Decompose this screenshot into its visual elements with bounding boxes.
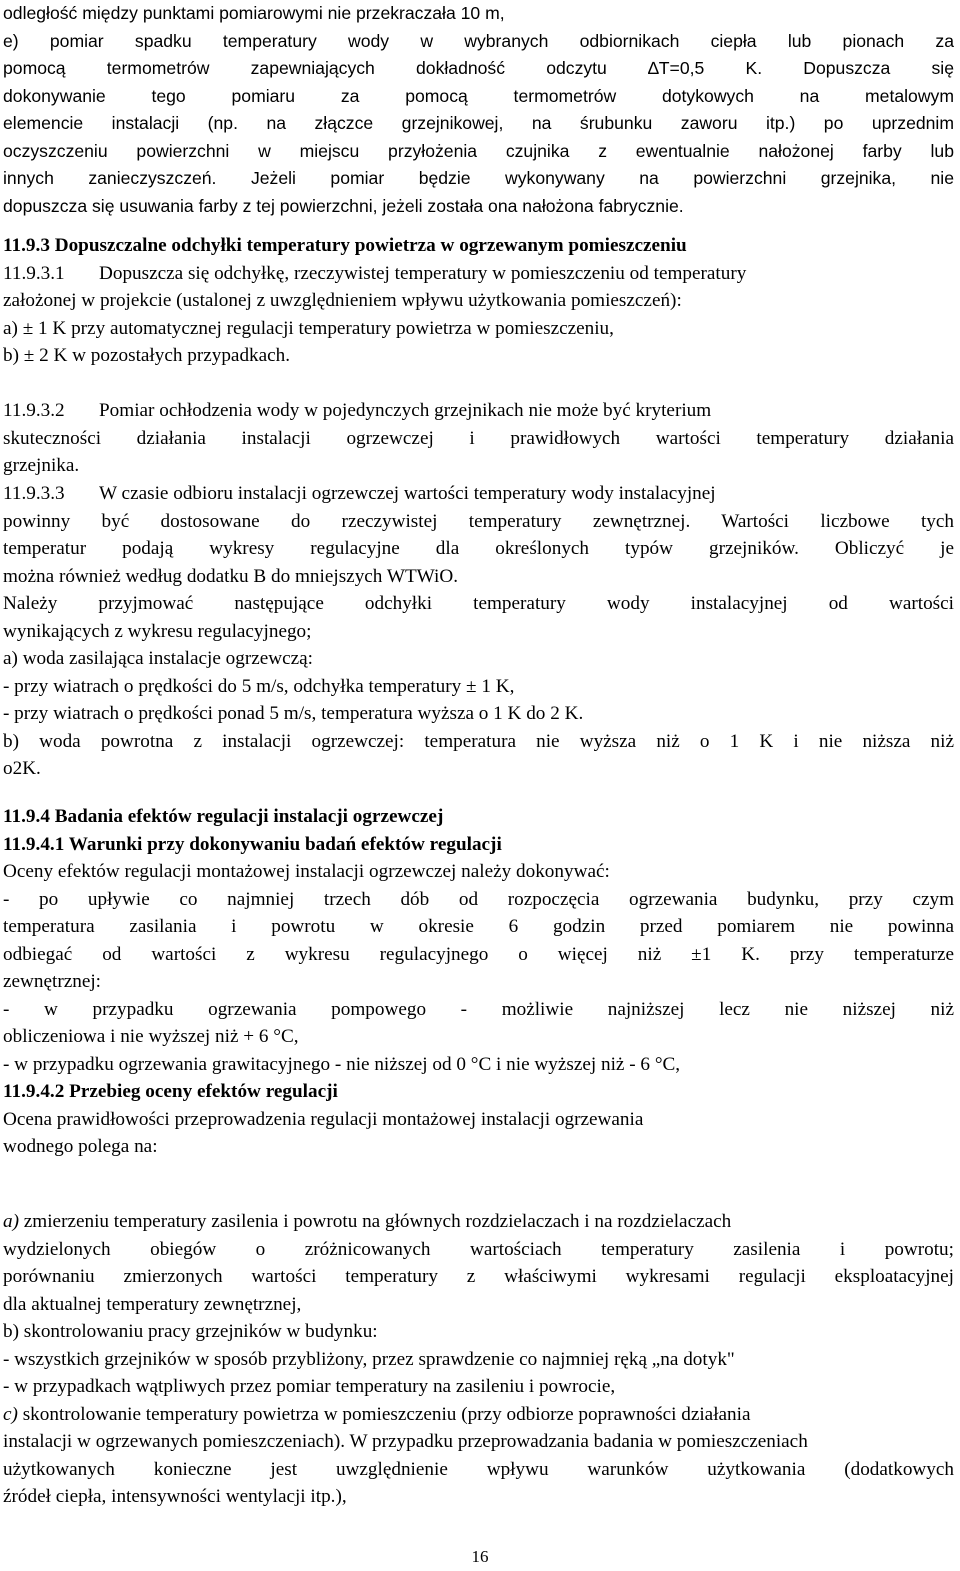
section-11-9-3 (3, 232, 954, 370)
text-line: dokonywanie tego pomiaru za pomocą termometrów dotykowych na metalowym (3, 85, 954, 106)
text-line: b) woda powrotna z instalacji ogrzewczej: temperatura nie wyższa niż o 1 K i nie niższa niż (3, 730, 954, 752)
text-line (3, 397, 954, 425)
text-line: temperatura zasilania i powrotu w okresie 6 godzin przed pomiarem nie powinna (3, 916, 954, 937)
text-line: - po upływie co najmniej trzech dób od rozpoczęcia ogrzewania budynku, przy czym (3, 888, 954, 910)
list-item-b: b) skontrolowaniu pracy grzejników w budynku: (3, 1321, 378, 1342)
text-line: - w przypadku ogrzewania pompowego - możliwie najniższej lecz nie niższej niż (3, 998, 954, 1020)
text-line-first: skontrolowanie temperatury powietrza w pomieszczeniu (przy odbiorze poprawności działania (22, 1403, 751, 1425)
text-line: a) woda zasilająca instalacje ogrzewczą: (3, 648, 314, 669)
section-heading: 11.9.3 Dopuszczalne odchyłki temperatury powietrza w ogrzewanym pomieszczeniu (3, 235, 687, 256)
list-item-c (3, 1401, 954, 1429)
text-line: innych zanieczyszczeń. Jeżeli pomiar będzie wykonywany na powierzchni grzejnika, nie (3, 168, 954, 189)
list-marker: a) (3, 1211, 19, 1232)
text-line: - przy wiatrach o prędkości do 5 m/s, odchyłka temperatury ± 1 K, (3, 675, 515, 697)
text-line: odległość między punktami pomiarowymi nie przekraczała 10 m, (3, 3, 505, 23)
text-line: Należy przyjmować następujące odchyłki temperatury wody instalacyjnej od wartości (3, 593, 954, 614)
text-line: - w przypadkach wątpliwych przez pomiar temperatury na zasileniu i powrocie, (3, 1376, 616, 1397)
text-line: e) pomiar spadku temperatury wody w wybranych odbiornikach ciepła lub pionach za (3, 30, 954, 51)
text-line: grzejnika. (3, 455, 80, 476)
measurement-paragraph (3, 0, 954, 221)
text-line: wodnego polega na: (3, 1136, 158, 1157)
text-line-first: W czasie odbioru instalacji ogrzewczej wartości temperatury wody instalacyjnej (99, 483, 716, 504)
text-line: dla aktualnej temperatury zewnętrznej, (3, 1293, 302, 1315)
text-line: instalacji w ogrzewanych pomieszczeniach). W przypadku przeprowadzania badania w pomieszczeniach (3, 1431, 808, 1452)
text-line: - wszystkich grzejników w sposób przybliżony, przez sprawdzenie co najmniej ręką „na dotyk" (3, 1348, 735, 1370)
list-marker: c) (3, 1403, 18, 1425)
text-line: elemencie instalacji (np. na złączce grzejnikowej, na śrubunku zaworu itp.) po uprzednim (3, 113, 954, 134)
text-line-first: Pomiar ochłodzenia wody w pojedynczych grzejnikach nie może być kryterium (99, 400, 712, 421)
text-line: b) ± 2 K w pozostałych przypadkach. (3, 345, 291, 366)
text-line: pomocą termometrów zapewniających dokładność odczytu ∆T=0,5 K. Dopuszcza się (3, 58, 954, 79)
subsection-heading: 11.9.4.1 Warunki przy dokonywaniu badań efektów regulacji (3, 833, 502, 855)
text-line: o2K. (3, 758, 41, 779)
text-line: założonej w projekcie (ustalonej z uwzględnieniem wpływu użytkowania pomieszczeń): (3, 290, 682, 311)
text-line: - przy wiatrach o prędkości ponad 5 m/s, temperatura wyższa o 1 K do 2 K. (3, 703, 584, 724)
text-line: można również według dodatku B do mniejszych WTWiO. (3, 565, 458, 587)
text-line: dopuszcza się usuwania farby z tej powierzchni, jeżeli została ona nałożona fabrycznie. (3, 195, 684, 216)
text-line: porównaniu zmierzonych wartości temperatury z właściwymi wykresami regulacji eksploatacyjnej (3, 1266, 954, 1287)
paragraph-number: 11.9.3.2 (3, 400, 65, 421)
text-line: skuteczności działania instalacji ogrzewczej i prawidłowych wartości temperatury działania (3, 427, 954, 449)
text-line-first: zmierzeniu temperatury zasilenia i powrotu na głównych rozdzielaczach i na rozdzielaczach (23, 1211, 732, 1232)
text-line: obliczeniowa i nie wyższej niż + 6 °C, (3, 1026, 299, 1047)
text-line: a) ± 1 K przy automatycznej regulacji temperatury powietrza w pomieszczeniu, (3, 317, 614, 339)
text-line: temperatur podają wykresy regulacyjne dla określonych typów grzejników. Obliczyć je (3, 538, 954, 559)
text-line: Ocena prawidłowości przeprowadzenia regulacji montażowej instalacji ogrzewania (3, 1108, 644, 1130)
text-line: - w przypadku ogrzewania grawitacyjnego - nie niższej od 0 °C i nie wyższej niż - 6 °C, (3, 1053, 681, 1075)
list-item-a (3, 1208, 954, 1236)
subsection-heading: 11.9.4.2 Przebieg oceny efektów regulacji (3, 1081, 338, 1102)
text-line (3, 480, 954, 508)
text-line: wydzielonych obiegów o zróżnicowanych wartościach temperatury zasilenia i powrotu; (3, 1238, 954, 1260)
section-heading: 11.9.4 Badania efektów regulacji instalacji ogrzewczej (3, 806, 444, 827)
section-11-9-4 (3, 803, 954, 1161)
text-line: odbiegać od wartości z wykresu regulacyjnego o więcej niż ±1 K. przy temperaturze (3, 943, 954, 965)
text-line: wynikających z wykresu regulacyjnego; (3, 620, 312, 642)
paragraph-number: 11.9.3.3 (3, 483, 65, 504)
paragraph-11-9-3-3 (3, 480, 954, 783)
text-line: użytkowanych konieczne jest uwzględnienie wpływu warunków użytkowania (dodatkowych (3, 1458, 954, 1480)
text-line-first: Dopuszcza się odchyłkę, rzeczywistej temperatury w pomieszczeniu od temperatury (99, 262, 747, 284)
text-line: powinny być dostosowane do rzeczywistej temperatury zewnętrznej. Wartości liczbowe tych (3, 510, 954, 532)
page-number: 16 (471, 1547, 489, 1566)
text-line: źródeł ciepła, intensywności wentylacji itp.), (3, 1486, 347, 1507)
evaluation-list (3, 1208, 954, 1511)
text-line (3, 260, 954, 288)
text-line: oczyszczeniu powierzchni w miejscu przyłożenia czujnika z ewentualnie nałożonej farby lub (3, 140, 954, 161)
paragraph-11-9-3-2 (3, 397, 954, 480)
paragraph-number: 11.9.3.1 (3, 262, 65, 284)
text-line: zewnętrznej: (3, 971, 102, 992)
text-line: Oceny efektów regulacji montażowej instalacji ogrzewczej należy dokonywać: (3, 861, 610, 882)
